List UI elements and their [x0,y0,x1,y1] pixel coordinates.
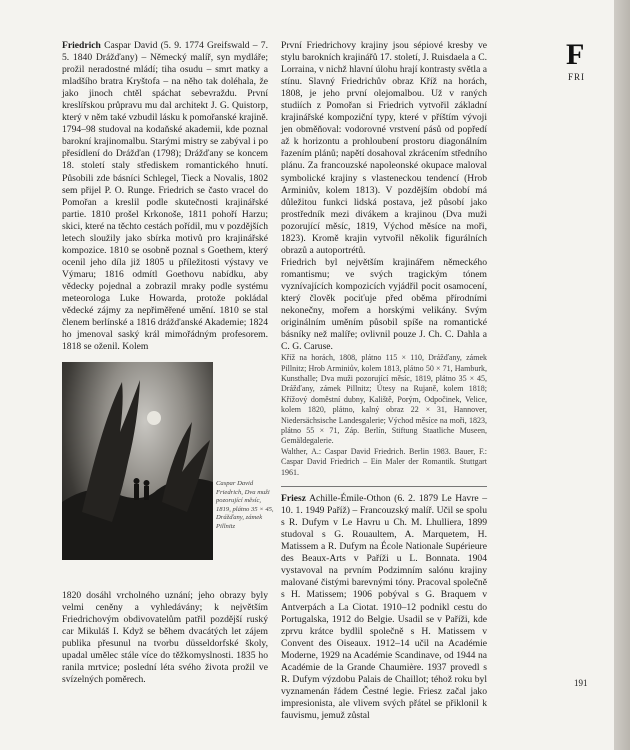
painting-two-men-contemplating-moon [62,362,213,560]
page-edge-shadow [614,0,630,750]
entry-text-friedrich-part3: První Friedrichovy krajiny jsou sépiové kresby ve stylu barokních krajinářů 17. století, J. Ruisdaela a C. Lorraina, v nichž hlavní úlohu hrají kontrasty světla a stínu. Slavný Friedrichův obraz Kříž na horách, 1808, je jeho první olejomalbou. Už v raných studiích z Pomořan si Friedrich vytvořil základní krajinářské kompoziční typy, které v příštím vývoji jen obměňoval: vodorovné vrstvení pásů od popředí až k horizontu a prohloubení prostoru diagonálním řazením plánů; napětí dosahoval zkrácením středního plánu. Za francouzské napoleonské okupace maloval symbolické krajiny s vlasteneckou tendencí (Hrob Arminiův, kolem 1813). V pozdějším období má důležitou funkci lidská postava, jež působí jako prostředník mezi divákem a krajinou (Dva muži pozorující měsíc, 1819, Východ měsíce na moři, 1823). Kromě krajin vytvořil několik figurálních obrazů a autoportrétů. [281,40,487,256]
works-list: Kříž na horách, 1808, plátno 115 × 110, Drážďany, zámek Pillnitz; Hrob Arminiův, kolem 1813, plátno 50 × 71, Hamburk, Kunsthalle; Dva muži pozorující měsíc, 1819, plátno 35 × 45, Drážďany, zámek Pillnitz; Útesy na Rujaně, kolem 1818; Křížový doměstní dubny, Kaliště, Porým, Odpočinek, Velice, kolem 1820, plátno, kalný obraz 22 × 31, Hannover, Niedersächsische Landesgalerie; Východ měsíce na moři, 1823, plátno 55 × 71, Záp. Berlín, Stiftung Staatliche Museen, Gemäldegalerie. [281,353,487,446]
entry-friedrich-column-left [62,40,268,353]
figure-caption: Caspar David Friedrich, Dva muži pozorující měsíc, 1819, plátno 35 × 45, Drážďany, zámek Pillnitz [216,480,274,530]
painting-image [62,362,213,560]
entry-headword-friedrich: Friedrich [62,40,101,51]
entry-friedrich-column-left-bottom [62,590,268,686]
entry-divider [281,486,487,487]
literature-list: Walther, A.: Caspar David Friedrich. Berlin 1983. Bauer, F.: Caspar David Friedrich – Ein Maler der Romantik. Stuttgart 1961. [281,446,487,477]
running-header-letter: F [566,38,585,71]
running-header-tag: FRI [568,72,586,82]
entry-text-friedrich-part2: 1820 dosáhl vrcholného uznání; jeho obrazy byly velmi ceněny a vyhledávány; k největším Friedrichovým obdivovatelům patřil pozdější ruský car Mikuláš I. Když se během dvacátých let zájem publika přesunul na tvorbu düsseldorfské školy, upadal umělec stále více do těžkomyslnosti. 1835 ho ranila mrtvice; poslední léta svého života prožil ve svízelných poměrech. [62,590,268,686]
entry-column-right [281,40,487,722]
entry-headword-friesz: Friesz [281,493,307,505]
page-number: 191 [574,678,588,688]
entry-text-friedrich-part4: Friedrich byl největším krajinářem německého romantismu; ve svých tragickým tónem vyznívajících kompozicích vyjádřil pocit osamocení, který člověk pociťuje před oběma přírodními nekonečny, mořem a horskými velikány. Svým originálním uměním působil spíše na romantické básníky než malíře; ovlivnil pouze J. Ch. C. Dahla a C. G. Caruse. [281,256,487,353]
entry-text-friedrich-part1: Caspar David (5. 9. 1774 Greifswald – 7. 5. 1840 Drážďany) – Německý malíř, syn mydláře; prožil neradostné mládí; tiha osudu – smrt matky a mladšího bratra Kryštofa – na něho tak doléhala, že jako jinoch chtěl spáchat sebevraždu. První kreslířskou průpravu mu dal architekt J. G. Quistorp, který v něm také vzbudil lásku k pomořanské krajině. 1794–98 studoval na kodaňské akademii, kde poznal barokní krajinomalbu. Starými mistry se zabýval i po přesídlení do Drážďan (1798); Drážďany se koncem 18. století staly střediskem romantického hnutí. Působili zde básníci Schlegel, Tieck a Novalis, 1802 sem přijel P. O. Runge. Friedrich se často vracel do Pomořan a kreslil podle skutečnosti krajinářské partie. 1810 prošel Krkonoše, 1811 pohoří Harzu; skici, které na těchto cestách pořídil, mu v pozdějších letech sloužily jako sbírka motivů pro krajinářské kompozice. 1810 se osobně poznal s Goethem, který ocenil jeho díla již 1805 u příležitosti výstavy ve Výmaru; 1816 odmítl Goethovu nabídku, aby vědecky pojednal a zobrazil mraky podle systému meteorologa Luke Howarda, protože pokládal vědecké zájmy za nepřiměřené umění. 1810 se stal členem berlínské a 1816 drážďanské Akademie; 1824 ho jmenoval saský král mimořádným profesorem. 1818 se oženil. Kolem [62,40,269,353]
entry-text-friesz: Achille-Émile-Othon (6. 2. 1879 Le Havre – 10. 1. 1949 Paříž) – Francouzský malíř. Učil se spolu s R. Dufym v Le Havru u Ch. M. Lhulliera, 1899 studoval s G. Rouaultem, A. Marquetem, H. Matissem a R. Dufym na École Nationale Supérieure des Beaux-Arts v Paříži u L. Bonnata. 1904 vystavoval na prvním Podzimním salónu krajiny malované čistými barevnými tóny. Pracoval společně s H. Matissem; 1906 pobýval s G. Braquem v Antverpách a La Ciotat. 1910–12 podnikl cestu do Portugalska, 1912 do Belgie. Usadil se v Paříži, kde zprvu krátce bydlil společně s H. Matissem v Convent des Oiseaux. 1912–14 učil na Académie Moderne, 1929 na Académie Scandinave, od 1944 na Académie de la Grande Chaumière. 1937 provedl s R. Dufym výzdobu Palais de Chaillot; téhož roku byl vyznamenán řádem Čestné legie. Friesz začal jako impresionista, ale vlivem svých přátel se přiklonil k fauvismu, jemuž zůstal [281,493,488,721]
